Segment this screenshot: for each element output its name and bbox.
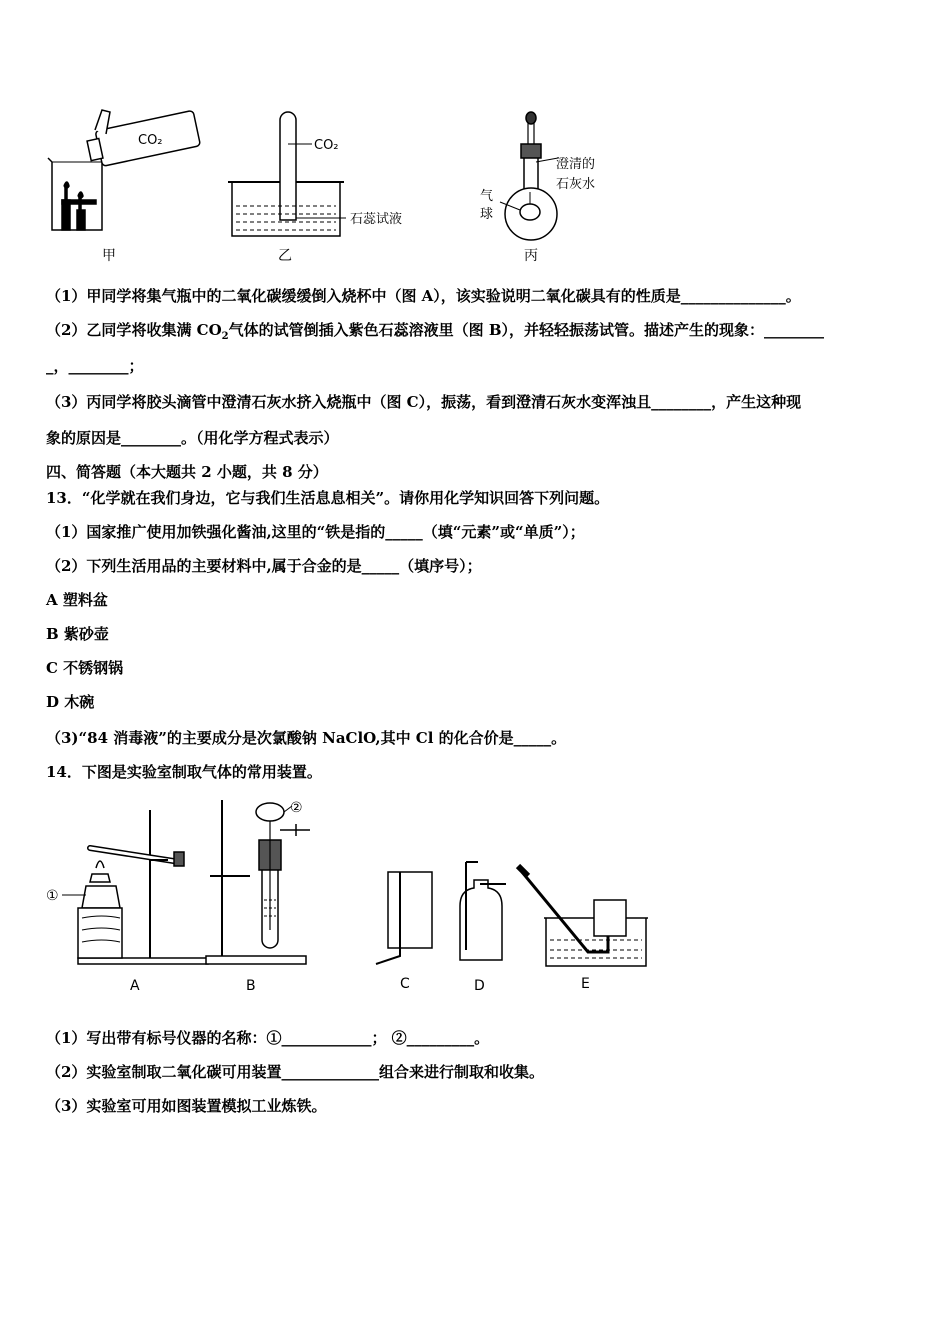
figure-co2-experiments bbox=[40, 100, 640, 270]
label-c: C bbox=[400, 976, 410, 992]
jia-caption: 甲 bbox=[102, 248, 116, 264]
q12-part1: （1）甲同学将集气瓶中的二氧化碳缓缓倒入烧杯中（图 A），该实验说明二氧化碳具有的性质是______________。 bbox=[46, 287, 801, 305]
yi-liquid-label: 石蕊试液 bbox=[350, 212, 403, 227]
q12-part2 bbox=[46, 320, 824, 340]
apparatus-b bbox=[206, 800, 310, 964]
q12-part3-a: （3）丙同学将胶头滴管中澄清石灰水挤入烧瓶中（图 C），振荡，看到澄清石灰水变浑浊且________，产生这种现 bbox=[46, 393, 802, 411]
bing-dropper-label-2: 石灰水 bbox=[556, 177, 596, 192]
section4-title: 四、简答题（本大题共 2 小题，共 8 分） bbox=[46, 463, 328, 481]
q12-part2-cont: _，________； bbox=[46, 357, 144, 375]
marker-1: ① bbox=[46, 888, 59, 904]
q12-part2-a: （2）乙同学将收集满 CO bbox=[46, 321, 222, 339]
label-b: B bbox=[246, 978, 256, 994]
bing-dropper-label-1: 澄清的 bbox=[556, 157, 596, 172]
q13-option-c: C 不锈钢锅 bbox=[46, 659, 124, 677]
q13-stem: 13．“化学就在我们身边，它与我们生活息息相关”。请你用化学知识回答下列问题。 bbox=[46, 489, 610, 507]
figure-co2-experiments-svg bbox=[40, 100, 640, 270]
q14-stem: 14．下图是实验室制取气体的常用装置。 bbox=[46, 763, 322, 781]
q13-part2: （2）下列生活用品的主要材料中,属于合金的是_____（填序号）； bbox=[46, 557, 482, 575]
figure-gas-apparatus bbox=[40, 790, 660, 1000]
q13-option-a: A 塑料盆 bbox=[46, 591, 108, 609]
apparatus-e bbox=[518, 866, 648, 966]
label-a: A bbox=[130, 978, 140, 994]
q13-part1: （1）国家推广使用加铁强化酱油,这里的“铁是指的_____（填“元素”或“单质”）； bbox=[46, 523, 585, 541]
bing-balloon-label-1: 气 bbox=[480, 189, 494, 204]
label-d: D bbox=[474, 978, 485, 994]
yi-tube-label: CO₂ bbox=[314, 138, 339, 153]
bing-apparatus bbox=[500, 112, 558, 240]
apparatus-c bbox=[376, 872, 432, 964]
apparatus-d bbox=[460, 862, 506, 960]
q12-part3-b: 象的原因是________。（用化学方程式表示） bbox=[46, 429, 339, 447]
q14-part2: （2）实验室制取二氧化碳可用装置_____________组合来进行制取和收集。 bbox=[46, 1063, 544, 1081]
figure-gas-apparatus-svg bbox=[40, 790, 660, 1000]
bing-balloon-label-2: 球 bbox=[480, 207, 494, 222]
jia-apparatus bbox=[48, 110, 200, 230]
q13-part3: （3)“84 消毒液”的主要成分是次氯酸钠 NaClO,其中 Cl 的化合价是_____。 bbox=[46, 729, 567, 747]
yi-caption: 乙 bbox=[278, 248, 292, 264]
q12-part2-b: 气体的试管倒插入紫色石蕊溶液里（图 B），并轻轻振荡试管。描述产生的现象：________ bbox=[228, 321, 825, 339]
bing-caption: 丙 bbox=[524, 248, 538, 264]
label-e: E bbox=[581, 976, 590, 992]
q14-part3: （3）实验室可用如图装置模拟工业炼铁。 bbox=[46, 1097, 327, 1115]
q13-option-b: B 紫砂壶 bbox=[46, 625, 109, 643]
apparatus-a bbox=[62, 810, 208, 964]
jia-bottle-label: CO₂ bbox=[138, 133, 163, 148]
yi-apparatus bbox=[228, 112, 346, 236]
q12-part2-sub: 2 bbox=[221, 331, 229, 342]
marker-2: ② bbox=[290, 800, 303, 816]
q14-part1: （1）写出带有标号仪器的名称：①____________； ②_________。 bbox=[46, 1029, 490, 1047]
q13-option-d: D 木碗 bbox=[46, 693, 95, 711]
